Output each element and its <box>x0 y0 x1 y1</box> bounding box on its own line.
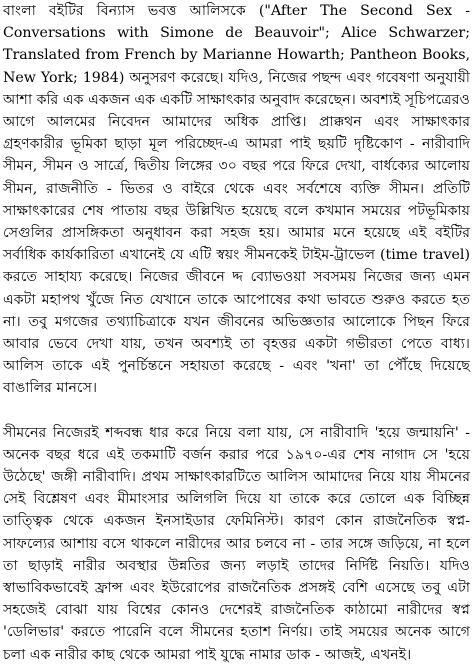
paragraph-spacer <box>3 400 470 422</box>
paragraph-feminist-analysis: সীমনের নিজেরই শব্দবন্ধ ধার করে নিয়ে বলা যায়, সে নারীবাদি 'হয়ে জন্মায়নি' - অনেক বছর ধরে এই তকমাটি বর্জন করার পরে ১৯৭০-এর শেষ নাগাদ সে 'হয়ে উঠেছে' জঙ্গী নারীবাদি। প্রথম সাক্ষাৎকারটিতে আলিস আমাদের নিয়ে যায় সীমনের সেই বিশ্লেষণ এবং মীমাংসার অলিগলি দিয়ে যা তাকে করে তোলে এক বিচ্ছিন্ন তাত্ত্বিক থেকে একজন ইনসাইডার ফেমিনিস্ট। কারণ কোন রাজনৈতিক স্বপ্ন-সাফল্যের আশায় বসে থাকলে নারীদের আর চলবে না - তার সঙ্গে জড়িয়ে, না হলে তা ছাড়াই নারীর অবস্থার উন্নতির জন্য লড়াই তাদের নির্দিষ্ট নিয়তি। যদিও স্বাভাবিকভাবেই ফ্রান্স এবং ইউরোপের রাজনৈতিক প্রসঙ্গই বেশি এসেছে তবু এটা সহজেই বোঝা যায় বিশ্বের কোনও দেশেরই রাজনৈতিক কাঠামো নারীদের স্বপ্ন 'ডেলিভার' করতে পারেনি বলে সীমনের হতাশ নির্ণয়। তাই সময়ের অনেক আগে চলা এক নারীর কাছ থেকে আমরা পাই যুদ্ধে নামার ডাক - আজই, এখনই। <box>3 424 470 663</box>
paragraph-book-overview: বাংলা বইটির বিন্যাস ভবত্ত আলিসকে ("After The Second Sex - Conversations with Simone de Beauvoir"; Alice Schwarzer; Translated from French by Marianne Howarth; Pantheon Books, New York; 1984) অনুসরণ করেছে। যদিও, নিজের পছন্দ এবং গবেষণা অনুযায়ী আশা করি এক একজন এক একটি সাক্ষাৎকার অনুবাদ করেছেন। অবশ্যই সূচিপত্রেরও আগে আলমের নিবেদন আমাদের অধিক প্রাপ্তি। প্রাক্কথন এবং সাক্ষাৎকার গ্রহণকারীর ভূমিকা ছাড়া মূল পরিচ্ছেদ-এ আমরা পাই ছয়টি দৃষ্টিকোণ - নারীবাদি সীমন, সীমন ও সার্ত্রে, দ্বিতীয় লিঙ্গের ৩০ বছর পরে ফিরে দেখা, বার্ধক্যের আলোয় সীমন, রাজনীতি - ভিতর ও বাইরে থেকে এবং সর্বশেষে ব্যক্তি সীমন। প্রতিটি সাক্ষাৎকারের শেষ পাতায় বছর উল্লিখিত হয়েছে বলে কখমান সময়ের পটভূমিকায় সেগুলির প্রাসঙ্গিকতা অনুধাবন করা সহজ হয়। আমার মনে হয়েছে এই বইটির সর্বাধিক কার্যকারিতা এখানেই যে এটি স্বয়ং সীমনকেই টাইম-ট্রাভেল (time travel) করতে সাহায্য করেছে। নিজের জীবনে দ্দ ব্যোভওয়া সবসময় নিজের জন্য এমন একটা মহাপথ খুঁজে নিত যেখানে তাকে আপোষের কথা ভাবতে শুরুও করতে হত না। তবু মগজের তথ্যাচিত্রাকে যখন জীবনের অভিজ্ঞতার আলোকে পিছন ফিরে আবার ভেবে দেখা যায়, তখন অবশ্যই তা বৃহত্তর একটা গভীরতা পেতে বাধ্য। আলিস তাকে এই পুনর্চিন্তনে সহায়তা করেছে - এবং 'খনা' তা পৌঁছে দিয়েছে বাঙালির মানসে। <box>3 3 470 397</box>
